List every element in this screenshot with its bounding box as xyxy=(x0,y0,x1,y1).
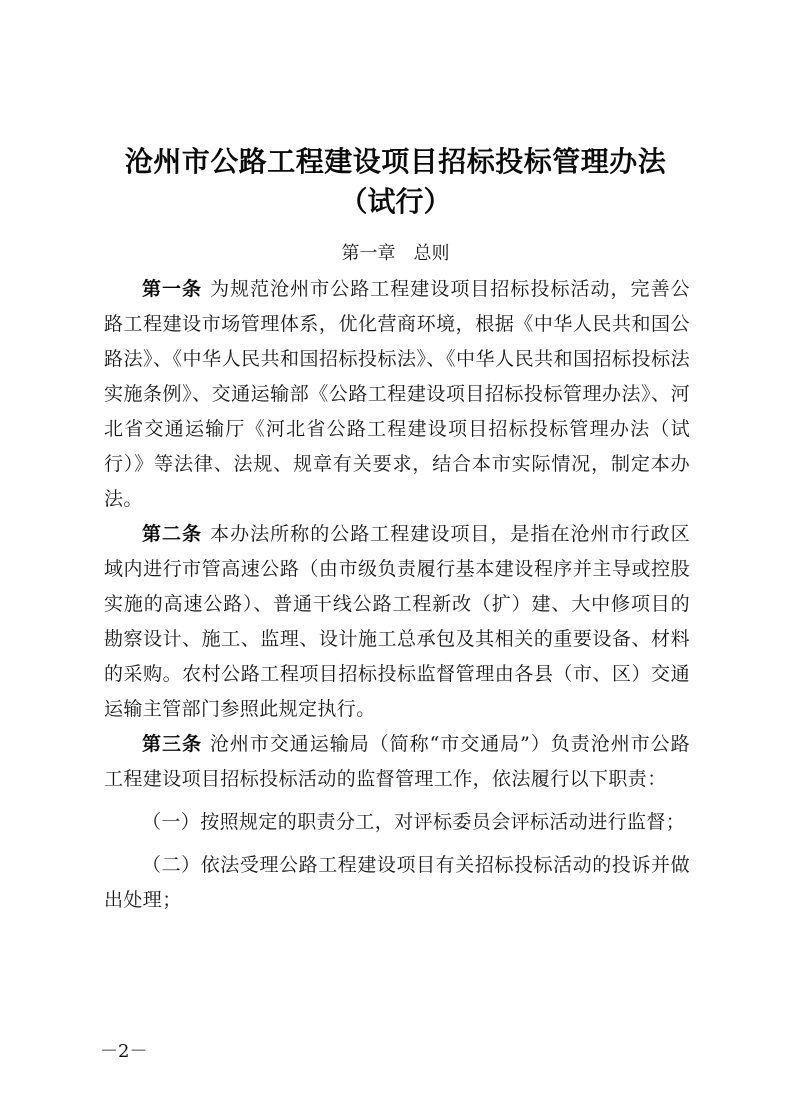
article-2 xyxy=(104,517,690,727)
title-block xyxy=(0,142,791,222)
article-label: 第一条 xyxy=(142,278,203,300)
article-1 xyxy=(104,272,690,517)
article-text: 沧州市交通运输局（简称“市交通局”）负责沧州市公路工程建设项目招标投标活动的监督管理工作，依法履行以下职责： xyxy=(104,733,691,790)
document-title: 沧州市公路工程建设项目招标投标管理办法 xyxy=(124,145,667,178)
document-subtitle: （试行） xyxy=(339,185,452,218)
page-number: －2－ xyxy=(100,1041,148,1062)
article-label: 第三条 xyxy=(142,733,202,755)
article-3 xyxy=(104,727,690,797)
article-label: 第二条 xyxy=(142,523,203,545)
article-text: 本办法所称的公路工程建设项目，是指在沧州市行政区域内进行市管高速公路（由市级负责履行基本建设程序并主导或控股实施的高速公路）、普通干线公路工程新改（扩）建、大中修项目的勘察设计、施工、监理、设计施工总承包及其相关的重要设备、材料的采购。农村公路工程项目招标投标监督管理由各县（市、区）交通运输主管部门参照此规定执行。 xyxy=(104,523,690,720)
list-item: （二）依法受理公路工程建设项目有关招标投标活动的投诉并做出处理； xyxy=(104,854,690,911)
chapter-heading: 第一章 总则 xyxy=(341,243,450,264)
body-text xyxy=(104,272,690,918)
article-text: 为规范沧州市公路工程建设项目招标投标活动，完善公路工程建设市场管理体系，优化营商环境，根据《中华人民共和国公路法》、《中华人民共和国招标投标法》、《中华人民共和国招标投标法实施条例》、交通运输部《公路工程建设项目招标投标管理办法》、河北省交通运输厅《河北省公路工程建设项目招标投标管理办法（试行）》等法律、法规、规章有关要求，结合本市实际情况，制定本办法。 xyxy=(104,278,690,510)
list-item: （一）按照规定的职责分工，对评标委员会评标活动进行监督； xyxy=(142,811,686,833)
